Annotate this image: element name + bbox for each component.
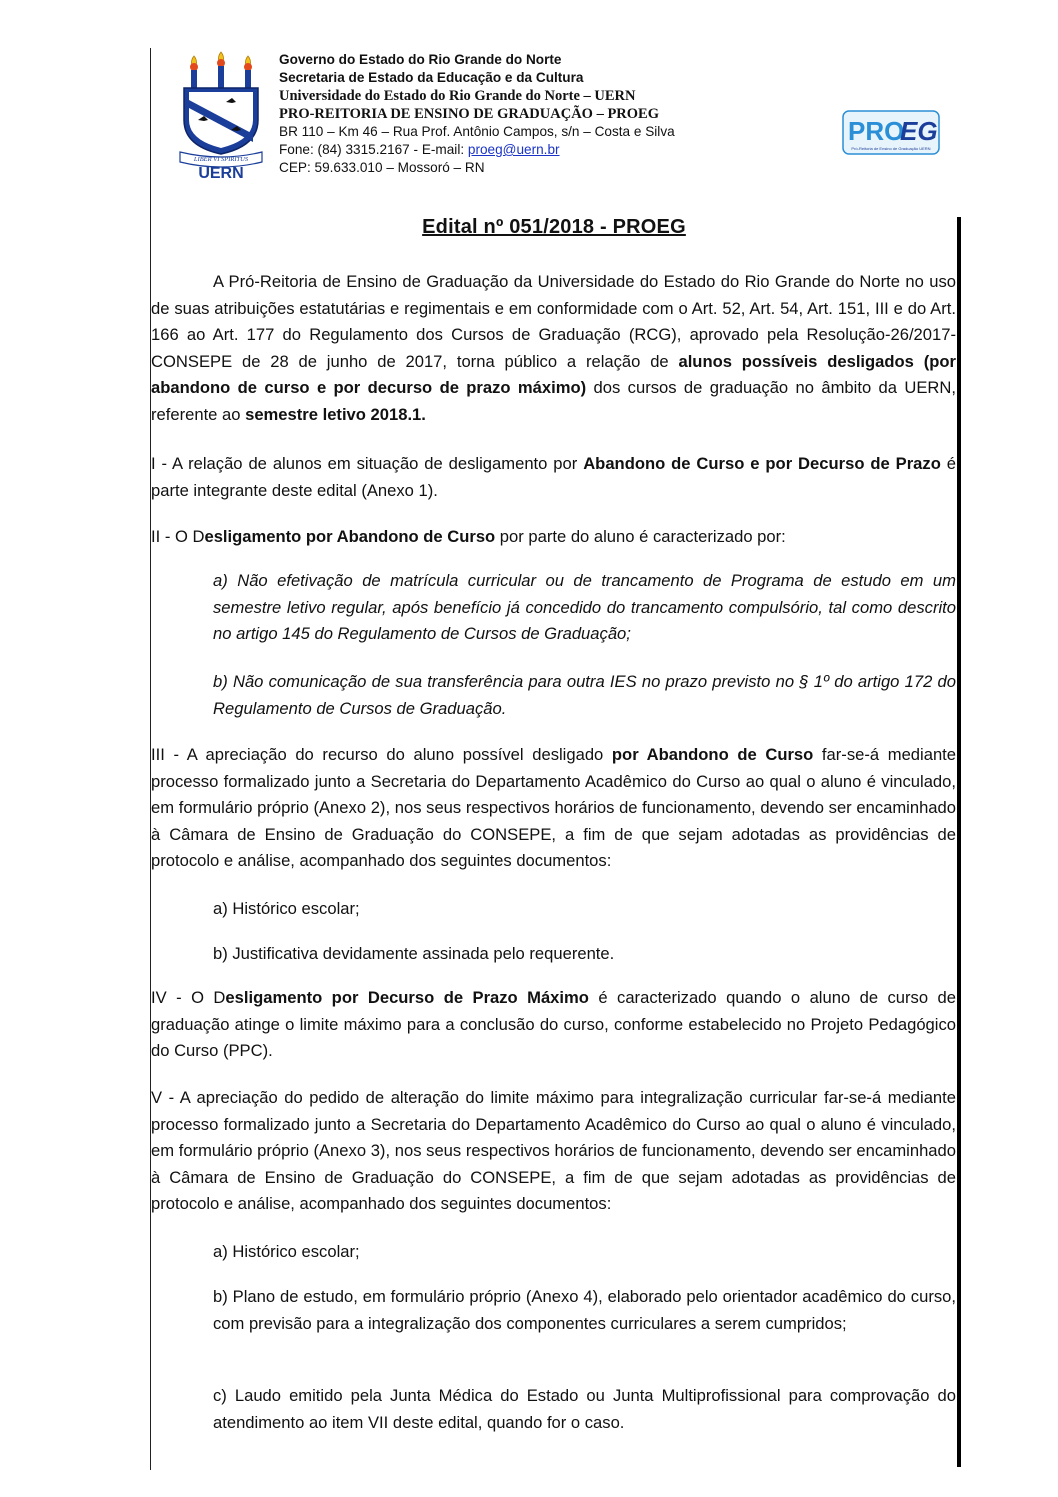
item-iii-subitem-b: b) Justificativa devidamente assinada pelo requerente. xyxy=(213,944,615,963)
item-ii xyxy=(151,524,956,551)
item-ii-text-2: por parte do aluno é caracterizado por: xyxy=(495,527,786,546)
item-iii-subitem-a: a) Histórico escolar; xyxy=(213,899,360,918)
proeg-logo-subtitle: Pró-Reitoria de Ensino de Graduação UERN xyxy=(851,146,931,151)
item-v-subitem-b: b) Plano de estudo, em formulário próprio (Anexo 4), elaborado pelo orientador acadêmico do curso, com previsão para a integralização dos componentes curriculares a serem cumpridos; xyxy=(213,1287,956,1333)
header-line-contact xyxy=(279,141,675,159)
intro-text-1: A Pró-Reitoria de Ensino de Graduação da Universidade do Estado do Rio Grande do Norte no uso de suas atribuições estatutárias e regimentais e em conformidade com o Art. 52, Art. 54, Art. 151, III e do Art. 166 ao Art. 177 do Regulamento dos Cursos de Graduação (RCG), aprovado pela Resolução-26/2017-CONSEPE de 28 de junho de 2017, torna público a relação de xyxy=(151,272,956,371)
item-v xyxy=(151,1085,956,1218)
item-iv-text-1: IV - O D xyxy=(151,988,226,1007)
page-title: Edital nº 051/2018 - PROEG xyxy=(422,216,686,238)
proeg-logo xyxy=(842,110,940,155)
intro-bold-2: semestre letivo 2018.1. xyxy=(245,404,426,424)
proeg-logo-eg: EG xyxy=(900,116,938,146)
intro-text-2: dos cursos de graduação no âmbito da UERN, referente ao xyxy=(151,378,956,424)
proeg-logo-pro: PRO xyxy=(848,116,905,146)
item-i-text-2: é parte integrante deste edital (Anexo 1). xyxy=(151,454,956,500)
right-margin-rule xyxy=(957,217,961,1467)
item-ii-bold: esligamento por Abandono de Curso xyxy=(204,527,496,546)
item-v-text: V - A apreciação do pedido de alteração do limite máximo para integralização curricular far-se-á mediante processo formalizado junto a Secretaria do Departamento Acadêmico do Curso ao qual o aluno é vinculado, em formulário próprio (Anexo 3), nos seus respectivos horários de funcionamento, devendo ser encaminhado à Câmara de Ensino de Graduação do CONSEPE, a fim de que sejam adotadas as providências de protocolo e análise, acompanhado dos seguintes documentos: xyxy=(151,1088,956,1214)
item-ii-subitem-a: a) Não efetivação de matrícula curricular ou de trancamento de Programa de estudo em um semestre letivo regular, após benefício já concedido do trancamento compulsório, tal como descrito no artigo 145 do Regulamento de Cursos de Graduação; xyxy=(213,571,956,644)
item-iv xyxy=(151,985,956,1065)
logo-motto: LIBER VI SPIRITUS xyxy=(193,156,249,163)
header-line-cep: CEP: 59.633.010 – Mossoró – RN xyxy=(279,160,485,175)
intro-bold-1: alunos possíveis desligados (por abandono de curso e por decurso de prazo máximo) xyxy=(151,351,956,398)
item-i-text-1: I - A relação de alunos em situação de desligamento por xyxy=(151,454,584,473)
item-ii-subitem-b: b) Não comunicação de sua transferência para outra IES no prazo previsto no § 1º do artigo 172 do Regulamento de Cursos de Graduação. xyxy=(213,672,956,718)
header-line-proeg: PRO-REITORIA DE ENSINO DE GRADUAÇÃO – PROEG xyxy=(279,106,659,122)
institution-header xyxy=(279,51,675,177)
email-link[interactable]: proeg@uern.br xyxy=(467,142,560,157)
item-iv-text-2: é caracterizado quando o aluno de curso de graduação atinge o limite máximo para a conclusão do curso, conforme estabelecido no Projeto Pedagógico do Curso (PPC). xyxy=(151,988,956,1061)
item-v-subitem-c: c) Laudo emitido pela Junta Médica do Estado ou Junta Multiprofissional para comprovação do atendimento ao item VII deste edital, quando for o caso. xyxy=(213,1386,956,1432)
item-iii-text-2: far-se-á mediante processo formalizado junto a Secretaria do Departamento Acadêmico do Curso ao qual o aluno é vinculado, em formulário próprio (Anexo 2), nos seus respectivos horários de funcionamento, devendo ser encaminhado à Câmara de Ensino de Graduação do CONSEPE, a fim de que sejam adotadas as providências de protocolo e análise, acompanhado dos seguintes documentos: xyxy=(151,745,957,871)
header-line-government: Governo do Estado do Rio Grande do Norte xyxy=(279,52,562,67)
phone-text: Fone: (84) 3315.2167 - E-mail: xyxy=(279,142,468,157)
item-iii-bold: por Abandono de Curso xyxy=(611,745,814,764)
intro-paragraph xyxy=(151,269,956,429)
logo-name: UERN xyxy=(198,165,244,180)
item-v-subitem-a: a) Histórico escolar; xyxy=(213,1242,360,1261)
header-line-secretariat: Secretaria de Estado da Educação e da Cultura xyxy=(279,70,584,85)
header-line-address: BR 110 – Km 46 – Rua Prof. Antônio Campos, s/n – Costa e Silva xyxy=(279,124,675,139)
item-i-bold: Abandono de Curso e por Decurso de Prazo xyxy=(583,454,941,473)
uern-logo xyxy=(176,50,266,180)
item-iv-bold: esligamento por Decurso de Prazo Máximo xyxy=(225,988,589,1007)
item-i xyxy=(151,451,956,504)
item-iii-text-1: III - A apreciação do recurso do aluno possível desligado xyxy=(151,745,612,764)
item-ii-text-1: II - O D xyxy=(151,527,205,546)
header-line-university: Universidade do Estado do Rio Grande do Norte – UERN xyxy=(279,88,636,104)
item-iii xyxy=(151,742,956,875)
